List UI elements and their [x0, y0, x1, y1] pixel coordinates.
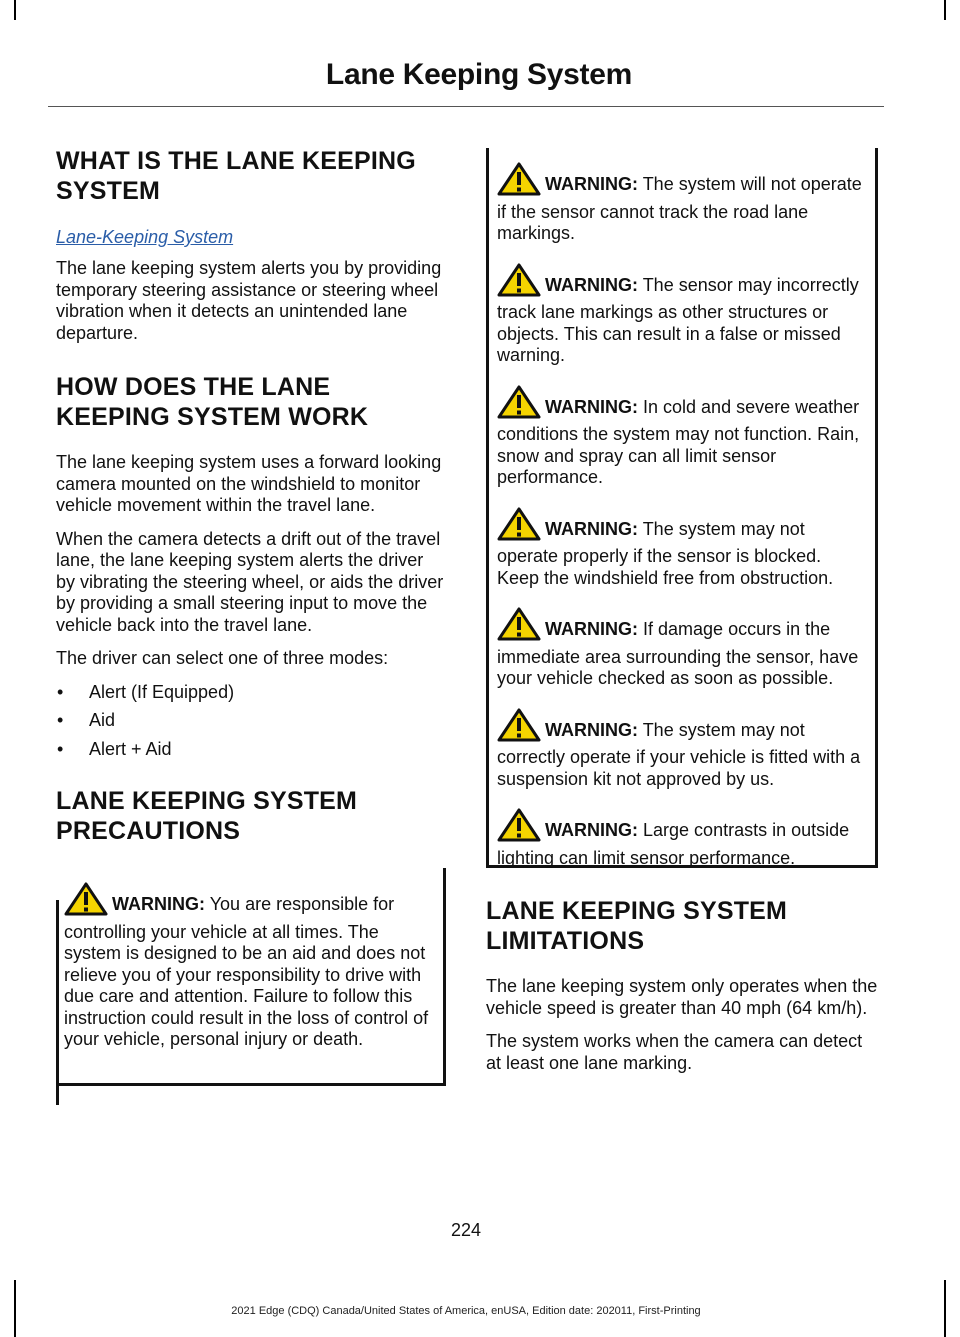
- paragraph: The system works when the camera can detect at least one lane marking.: [486, 1031, 863, 1073]
- crop-mark: [944, 1280, 946, 1337]
- warning-item: [497, 263, 867, 367]
- section-heading-precautions: LANE KEEPING SYSTEM PRECAUTIONS: [56, 787, 358, 845]
- warning-item: [497, 507, 867, 590]
- mode-label: Alert (If Equipped): [89, 681, 235, 702]
- page-number: 224: [450, 1220, 482, 1240]
- warning-box: [56, 868, 446, 1086]
- warning-label: WARNING:: [545, 518, 638, 539]
- warning-item: [497, 385, 867, 489]
- paragraph: The lane keeping system alerts you by providing temporary steering assistance or steering wheel vibration when it detects an unintended lane departure.: [56, 258, 442, 343]
- warning-triangle-icon: [497, 507, 541, 547]
- warning-label: WARNING:: [112, 894, 205, 914]
- bullet: •: [57, 681, 64, 702]
- list-item: [56, 710, 446, 732]
- warning-box-left-border: [56, 900, 59, 1105]
- warning-label: WARNING:: [545, 396, 638, 417]
- mode-label: Aid: [89, 710, 116, 730]
- warning-label: WARNING:: [545, 820, 638, 840]
- warning-text: In cold and severe weather conditions the system may not function. Rain, snow and spray can all limit sensor performance.: [497, 396, 860, 487]
- warning-item: [497, 708, 867, 791]
- warning-triangle-icon: [497, 385, 541, 425]
- list-item: [56, 739, 446, 761]
- warning-label: WARNING:: [545, 174, 638, 194]
- crop-mark: [14, 0, 16, 20]
- warning-item: [64, 882, 435, 1051]
- warning-label: WARNING:: [545, 619, 638, 639]
- paragraph: The driver can select one of three modes:: [56, 648, 389, 668]
- warning-triangle-icon: [497, 607, 541, 647]
- warning-triangle-icon: [497, 263, 541, 303]
- mode-label: Alert + Aid: [89, 738, 172, 759]
- paragraph: The lane keeping system only operates when the vehicle speed is greater than 40 mph (64 km/h).: [486, 976, 878, 1018]
- left-column: [56, 146, 446, 1086]
- list-item: [56, 682, 446, 704]
- paragraph: The lane keeping system uses a forward looking camera mounted on the windshield to monitor vehicle movement within the travel lane.: [56, 452, 442, 515]
- section-heading-what-is: WHAT IS THE LANE KEEPING SYSTEM: [56, 147, 416, 205]
- warning-label: WARNING:: [545, 274, 638, 295]
- warning-triangle-icon: [497, 162, 541, 202]
- bullet: •: [57, 710, 64, 730]
- right-column: [486, 148, 878, 1086]
- warning-triangle-icon: [497, 708, 541, 748]
- section-heading-how-works: HOW DOES THE LANE KEEPING SYSTEM WORK: [56, 373, 369, 431]
- lane-keeping-link[interactable]: Lane-Keeping System: [56, 227, 234, 247]
- warning-text: The system may not operate properly if the sensor is blocked. Keep the windshield free from obstruction.: [497, 518, 834, 588]
- bullet: •: [57, 738, 64, 759]
- crop-mark: [944, 0, 946, 20]
- footer-text: 2021 Edge (CDQ) Canada/United States of America, enUSA, Edition date: 202011, First-Printing: [231, 1305, 701, 1317]
- warning-text: The sensor may incorrectly track lane markings as other structures or objects. This can result in a false or missed warning.: [497, 274, 859, 365]
- warning-text: If damage occurs in the immediate area surrounding the sensor, have your vehicle checked as soon as possible.: [497, 619, 859, 688]
- warning-text: Large contrasts in outside lighting can limit sensor performance.: [497, 820, 850, 868]
- header-divider: [48, 106, 884, 107]
- warning-item: [497, 162, 867, 245]
- warning-text: You are responsible for controlling your vehicle at all times. The system is designed to be an aid and does not relieve you of your responsibility to drive with due care and attention. Failure to follow this instruction could result in the loss of control of your vehicle, personal injury or death.: [64, 894, 429, 1049]
- warning-label: WARNING:: [545, 719, 638, 740]
- warning-box: [486, 148, 878, 868]
- page-header-title: Lane Keeping System: [325, 58, 632, 91]
- section-heading-limitations: LANE KEEPING SYSTEM LIMITATIONS: [486, 897, 788, 955]
- warning-item: [497, 808, 867, 869]
- warning-text: The system will not operate if the sensor cannot track the road lane markings.: [497, 174, 862, 243]
- warning-triangle-icon: [64, 882, 108, 922]
- warning-triangle-icon: [497, 808, 541, 848]
- warning-text: The system may not correctly operate if your vehicle is fitted with a suspension kit not approved by us.: [497, 719, 861, 789]
- paragraph: When the camera detects a drift out of the travel lane, the lane keeping system alerts the driver by vibrating the steering wheel, or aids the driver by providing a small steering input to move the vehicle back into the travel lane.: [56, 528, 444, 635]
- modes-list: [56, 682, 446, 761]
- warning-item: [497, 607, 867, 690]
